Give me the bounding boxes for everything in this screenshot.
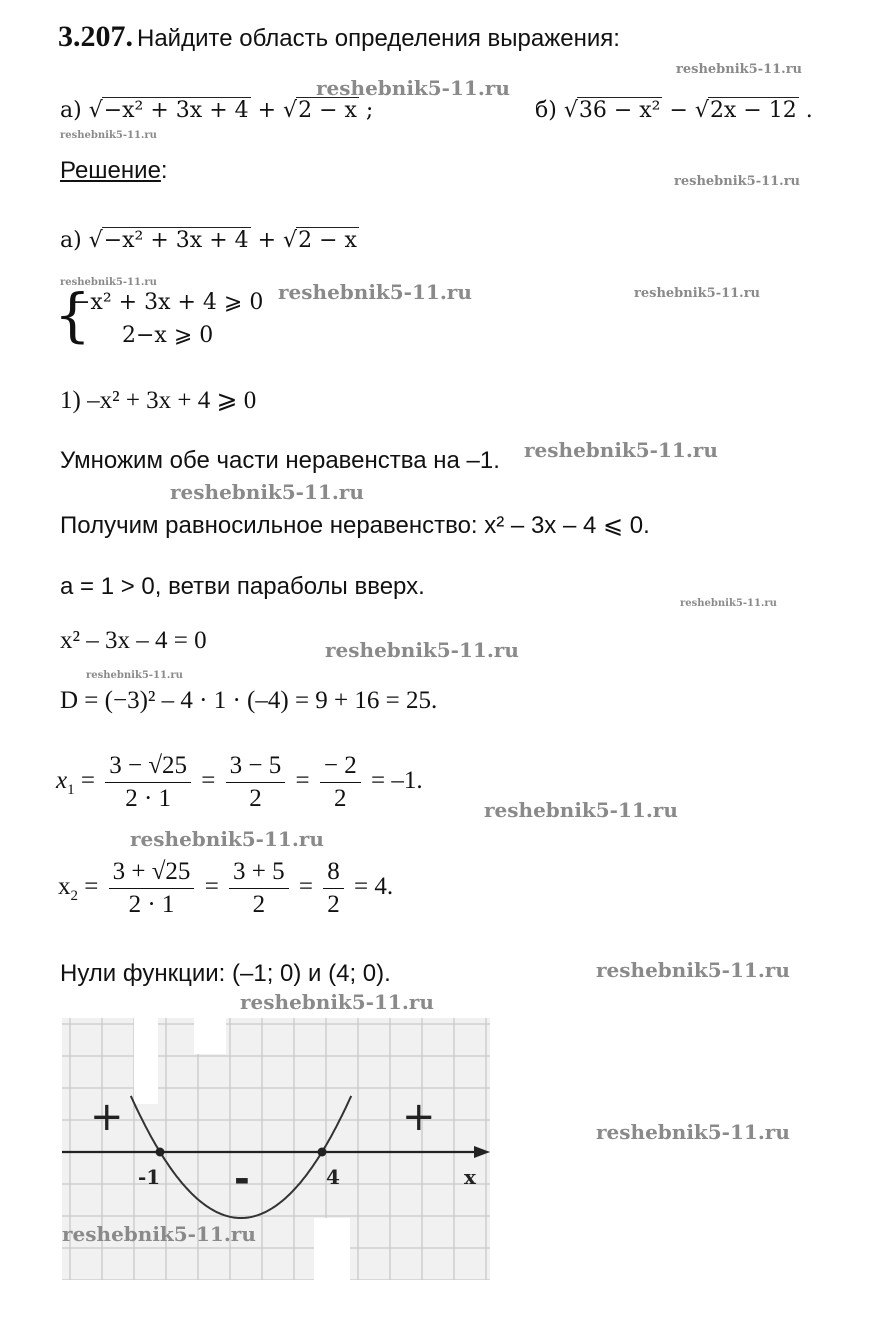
task-a-end: ; (365, 98, 374, 123)
x1-frac1-den: 2 · 1 (125, 785, 172, 812)
watermark: reshebnik5-11.ru (484, 798, 678, 822)
system-line-2: 2−x ⩾ 0 (122, 323, 214, 348)
zeros-text: Нули функции: (–1; 0) и (4; 0). (60, 960, 391, 987)
task-b-sqrt1: 36 − x² (578, 98, 661, 123)
equivalent-text: Получим равносильное неравенство: x² – 3x – 4 ⩽ 0. (60, 512, 650, 539)
x1-frac3-den: 2 (334, 785, 347, 812)
watermark: reshebnik5-11.ru (596, 1120, 790, 1144)
watermark: reshebnik5-11.ru (130, 827, 324, 851)
problem-header (58, 20, 620, 54)
part-a-plus: + (257, 228, 277, 253)
watermark: reshebnik5-11.ru (676, 62, 803, 77)
step-1: 1) –x² + 3x + 4 ⩾ 0 (60, 387, 257, 414)
system-line-1: −x² + 3x + 4 ⩾ 0 (72, 290, 264, 315)
watermark: reshebnik5-11.ru (278, 280, 472, 304)
graph-blank-patch (134, 1018, 158, 1104)
x1-frac2-den: 2 (249, 785, 262, 812)
x2-frac3-num: 8 (323, 858, 344, 889)
root-x2: $x_2$ = $\frac{3 + √25}{2 \cdot 1}$ = $\frac{3 + 5}{2}$ = $\frac{8}{2}$ = 4. (58, 858, 394, 918)
x2-frac3-den: 2 (327, 891, 340, 918)
multiply-text: Умножим обе части неравенства на –1. (60, 447, 500, 474)
root-point-right (318, 1148, 327, 1157)
x1-frac1-num: 3 − √25 (105, 752, 191, 783)
watermark: reshebnik5-11.ru (596, 958, 790, 982)
task-part-a: а) √−x² + 3x + 4 + √2 − x ; (60, 98, 374, 123)
watermark: reshebnik5-11.ru (316, 76, 510, 100)
x2-frac2-den: 2 (252, 891, 266, 918)
x2-result: = 4. (354, 873, 394, 901)
root-point-left (156, 1148, 165, 1157)
x1-fraction-2 (226, 752, 286, 813)
task-a-plus: + (257, 98, 277, 123)
x2-fraction-3 (323, 858, 344, 919)
watermark: reshebnik5-11.ru (62, 1222, 256, 1246)
x2-subscript: 2 (70, 888, 78, 905)
problem-number: 3.207. (58, 20, 133, 53)
x1-fraction-3 (320, 752, 361, 813)
system-brace: { (54, 281, 91, 349)
task-b-end: . (805, 98, 813, 123)
x-axis-label: x (464, 1165, 476, 1189)
watermark: reshebnik5-11.ru (325, 638, 519, 662)
x2-frac1-num: 3 + √25 (109, 858, 195, 889)
watermark: reshebnik5-11.ru (60, 277, 157, 288)
part-a-label: а) (60, 228, 82, 253)
graph-blank-patch (314, 1218, 350, 1280)
watermark: reshebnik5-11.ru (86, 670, 183, 681)
x1-label: x (56, 767, 68, 795)
discriminant: D = (−3)² – 4 · 1 · (–4) = 9 + 16 = 25. (60, 687, 438, 714)
watermark: reshebnik5-11.ru (680, 598, 777, 609)
part-a-sqrt2: 2 − x (298, 228, 357, 253)
root-label-right: 4 (326, 1165, 340, 1189)
watermark: reshebnik5-11.ru (170, 480, 364, 504)
watermark: reshebnik5-11.ru (524, 438, 718, 462)
root-x1: $x_1$ = $\frac{3 - √25}{2 \cdot 1}$ = $\frac{3 - 5}{2}$ = $\frac{- 2}{2}$ = –1. (56, 752, 423, 812)
task-b-minus: − (669, 98, 688, 123)
x2-frac2-num: 3 + 5 (229, 858, 289, 889)
watermark: reshebnik5-11.ru (240, 990, 434, 1014)
x2-fraction-1 (109, 858, 195, 919)
watermark: reshebnik5-11.ru (674, 174, 801, 189)
part-a-sqrt1: −x² + 3x + 4 (103, 228, 249, 253)
problem-title: Найдите область определения выражения: (137, 25, 620, 52)
task-b-sqrt2: 2x − 12 (709, 98, 797, 123)
x1-fraction-1 (105, 752, 191, 813)
branches-text: a = 1 > 0, ветви параболы вверх. (60, 573, 425, 600)
root-label-left: -1 (138, 1165, 161, 1189)
sign-plus-right: + (402, 1094, 436, 1140)
x2-frac1-den: 2 · 1 (128, 891, 175, 918)
x1-subscript: 1 (67, 782, 75, 799)
task-part-b: б) √36 − x² − √2x − 12 . (535, 98, 813, 123)
solution-heading-text: Решение (60, 157, 161, 184)
quadratic-equation: x² – 3x – 4 = 0 (60, 627, 207, 654)
x1-frac3-num: − 2 (320, 752, 361, 783)
solution-heading (60, 157, 168, 185)
watermark: reshebnik5-11.ru (634, 286, 761, 301)
sign-minus-middle: - (234, 1157, 250, 1201)
graph-blank-patch (194, 1018, 226, 1054)
watermark: reshebnik5-11.ru (60, 130, 157, 141)
x2-fraction-2 (229, 858, 289, 919)
sign-plus-left: + (90, 1094, 124, 1140)
x2-label: x (58, 873, 71, 901)
task-a-label: а) (60, 98, 82, 123)
solution-heading-colon: : (160, 157, 168, 184)
task-a-sqrt2: 2 − x (298, 98, 357, 123)
task-b-label: б) (535, 98, 557, 123)
x1-result: = –1. (370, 767, 423, 795)
task-a-sqrt1: −x² + 3x + 4 (103, 98, 249, 123)
x1-frac2-num: 3 − 5 (226, 752, 286, 783)
part-a-expression: а) √−x² + 3x + 4 + √2 − x (60, 228, 357, 253)
